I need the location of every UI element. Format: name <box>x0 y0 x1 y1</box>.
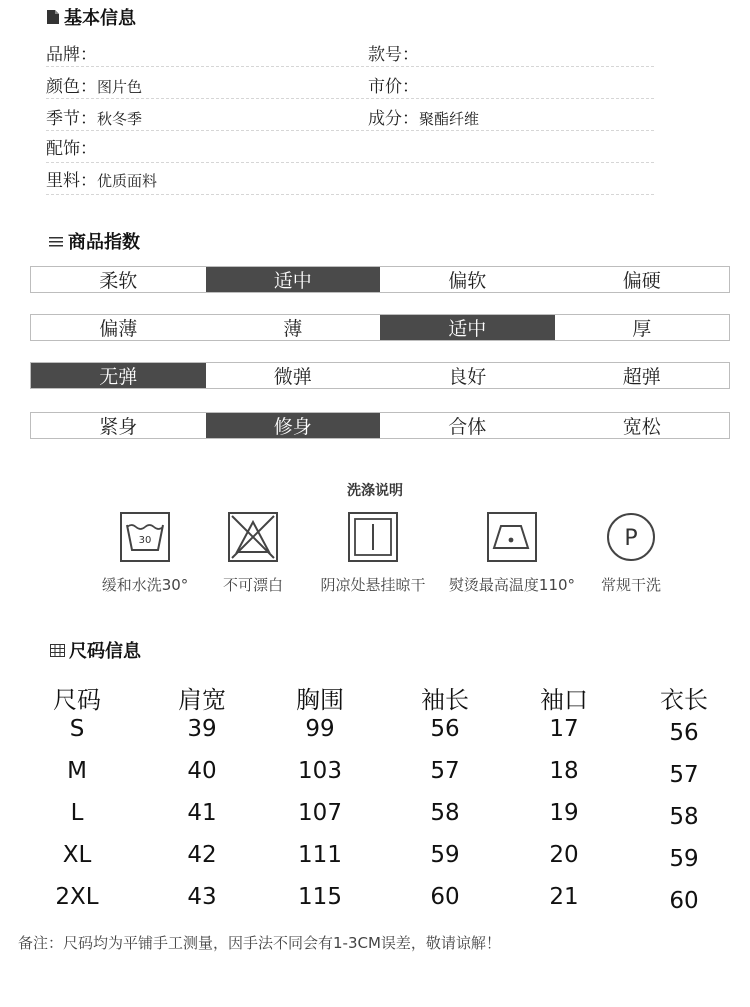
size-table-cell: 2XL <box>55 884 99 910</box>
size-info-header <box>50 637 141 663</box>
size-table-cell: 39 <box>187 716 217 742</box>
size-table-cell: 103 <box>298 758 342 784</box>
size-table-cell: 111 <box>298 842 342 868</box>
size-table-header: 袖长 <box>421 686 469 714</box>
size-table-cell: 56 <box>669 720 699 746</box>
size-table-cell: 99 <box>305 716 335 742</box>
product-index-header <box>48 228 140 254</box>
size-table-header: 肩宽 <box>178 686 226 714</box>
info-field <box>46 40 97 65</box>
basic-info-title: 基本信息 <box>64 8 136 29</box>
size-table-cell: 60 <box>669 888 699 914</box>
info-field <box>46 72 142 97</box>
index-option: 厚 <box>632 318 652 340</box>
info-value: 聚酯纤维 <box>419 110 480 128</box>
product-index-title: 商品指数 <box>68 232 140 253</box>
dry-clean-p-icon <box>606 512 656 562</box>
list-icon <box>48 234 64 248</box>
wash-label: 常规干洗 <box>600 576 661 594</box>
info-field <box>368 72 419 97</box>
index-option-selected: 修身 <box>206 413 381 438</box>
size-table-cell: L <box>70 800 84 826</box>
index-option-selected: 无弹 <box>31 363 206 388</box>
size-table-cell: 41 <box>187 800 217 826</box>
info-label: 配饰： <box>46 139 97 159</box>
size-table-cell: 21 <box>549 884 579 910</box>
wash-temp-label: 30 <box>138 535 152 546</box>
divider <box>46 162 654 163</box>
info-label: 颜色： <box>46 77 97 97</box>
size-table-cell: 59 <box>669 846 699 872</box>
size-table-cell: 19 <box>549 800 579 826</box>
index-option: 偏硬 <box>622 270 661 292</box>
size-table-cell: S <box>69 716 85 742</box>
info-field <box>368 40 419 65</box>
size-table-cell: 18 <box>549 758 579 784</box>
document-icon <box>46 9 60 25</box>
index-option: 超弹 <box>622 366 661 388</box>
grid-icon <box>50 644 65 657</box>
info-field <box>368 104 479 129</box>
size-table-cell: 56 <box>430 716 460 742</box>
size-table-header: 胸围 <box>296 686 344 714</box>
info-field <box>46 104 142 129</box>
wash-30-icon <box>120 512 170 562</box>
info-value: 图片色 <box>97 78 143 96</box>
wash-item <box>556 512 706 595</box>
info-label: 市价： <box>368 77 419 97</box>
index-option: 偏薄 <box>99 318 138 340</box>
info-label: 里料： <box>46 171 97 191</box>
info-label: 季节： <box>46 109 97 129</box>
wash-label: 阴凉处悬挂晾干 <box>320 576 426 594</box>
size-table-cell: 58 <box>430 800 460 826</box>
size-table-cell: 42 <box>187 842 217 868</box>
size-table-cell: 17 <box>549 716 579 742</box>
info-label: 品牌： <box>46 45 97 65</box>
hang-dry-shade-icon <box>348 512 398 562</box>
size-table-cell: 57 <box>669 762 699 788</box>
size-table-cell: 59 <box>430 842 460 868</box>
size-table-cell: 115 <box>298 884 342 910</box>
size-table-cell: 40 <box>187 758 217 784</box>
index-option: 薄 <box>283 318 303 340</box>
index-option: 良好 <box>448 366 487 388</box>
info-field <box>46 134 97 159</box>
size-table-header: 尺码 <box>53 686 101 714</box>
size-table-header: 袖口 <box>540 686 588 714</box>
size-table-cell: XL <box>62 842 92 868</box>
size-note: 备注：尺码均为平铺手工测量，因手法不同会有1-3CM误差，敬请谅解！ <box>18 934 501 952</box>
index-option-selected: 适中 <box>380 315 555 340</box>
basic-info-header <box>46 4 136 30</box>
iron-110-icon <box>487 512 537 562</box>
index-option: 偏软 <box>448 270 487 292</box>
index-option: 宽松 <box>622 416 661 438</box>
index-row <box>30 314 730 341</box>
wash-item <box>298 512 448 595</box>
info-value: 优质面料 <box>97 172 158 190</box>
divider <box>46 130 654 131</box>
divider <box>46 98 654 99</box>
size-table-cell: 60 <box>430 884 460 910</box>
index-option: 合体 <box>448 416 487 438</box>
no-bleach-icon <box>228 512 278 562</box>
size-info-title: 尺码信息 <box>69 641 141 662</box>
index-row <box>30 362 730 389</box>
size-table-cell: 58 <box>669 804 699 830</box>
size-table-header: 衣长 <box>660 686 708 714</box>
wash-label: 不可漂白 <box>222 576 283 594</box>
index-option: 紧身 <box>99 416 138 438</box>
wash-label: 熨烫最高温度110° <box>448 576 576 594</box>
divider <box>46 66 654 67</box>
size-table-cell: 107 <box>298 800 342 826</box>
size-table-cell: 57 <box>430 758 460 784</box>
index-option: 柔软 <box>99 270 138 292</box>
divider <box>46 194 654 195</box>
size-table-cell: 20 <box>549 842 579 868</box>
wash-label: 缓和水洗30° <box>101 576 189 594</box>
info-label: 款号： <box>368 45 419 65</box>
dry-clean-letter: P <box>624 526 638 551</box>
wash-title: 洗涤说明 <box>347 483 403 499</box>
index-option: 微弹 <box>273 366 312 388</box>
size-table-cell: 43 <box>187 884 217 910</box>
index-row <box>30 266 730 293</box>
index-row <box>30 412 730 439</box>
info-value: 秋冬季 <box>97 110 143 128</box>
info-label: 成分： <box>368 109 419 129</box>
size-table-cell: M <box>67 758 87 784</box>
info-field <box>46 166 157 191</box>
index-option-selected: 适中 <box>206 267 381 292</box>
